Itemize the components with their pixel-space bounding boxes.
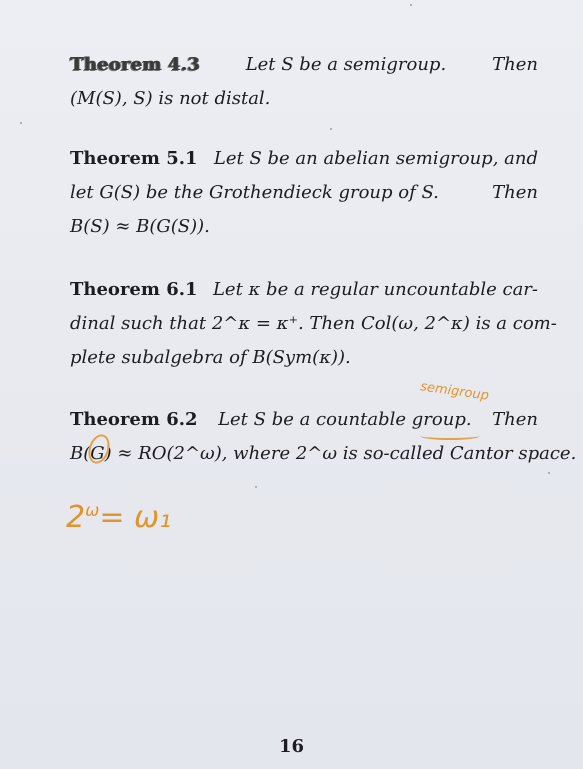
scan-speck (255, 486, 257, 488)
scan-speck (548, 472, 550, 474)
page-number: 16 (278, 736, 305, 757)
theorem-text: plete subalgebra of B(Sym(κ)). (70, 347, 351, 368)
theorem-label: Theorem 6.2 (70, 409, 198, 430)
theorem-text: Then (492, 182, 538, 203)
theorem-text: Then (492, 409, 538, 430)
theorem-label: Theorem 4.3 (70, 54, 200, 75)
theorem-text: Let κ be a regular uncountable car- (212, 279, 538, 300)
theorem-text: B(S) ≈ B(G(S)). (70, 216, 210, 237)
theorem-text: B(G) ≈ RO(2^ω), where 2^ω is so-called Cantor space. (70, 443, 577, 464)
theorem-4-3 (70, 48, 538, 116)
theorem-text: Let S be a semigroup. (245, 54, 447, 75)
handwritten-formula: $2^\omega= \omega_1$ (66, 500, 172, 535)
scan-speck (20, 122, 22, 124)
theorem-text: Let S be a countable group. (218, 409, 472, 430)
scan-speck (410, 4, 412, 6)
theorem-5-1 (70, 142, 538, 244)
theorem-label: Theorem 6.1 (70, 279, 198, 300)
theorem-text: Then (492, 54, 538, 75)
theorem-text: Let S be an abelian semigroup, and (213, 148, 538, 169)
handwritten-note: semigroup (419, 379, 490, 404)
theorem-text: dinal such that 2^κ = κ⁺. Then Col(ω, 2^κ) is a com- (70, 313, 557, 334)
theorem-text: (M(S), S) is not distal. (70, 88, 271, 109)
scan-speck (330, 128, 332, 130)
theorem-6-1 (70, 273, 557, 375)
pencil-underline-mark (420, 432, 480, 440)
theorem-text: let G(S) be the Grothendieck group of S. (70, 182, 439, 203)
theorem-label: Theorem 5.1 (70, 148, 198, 169)
